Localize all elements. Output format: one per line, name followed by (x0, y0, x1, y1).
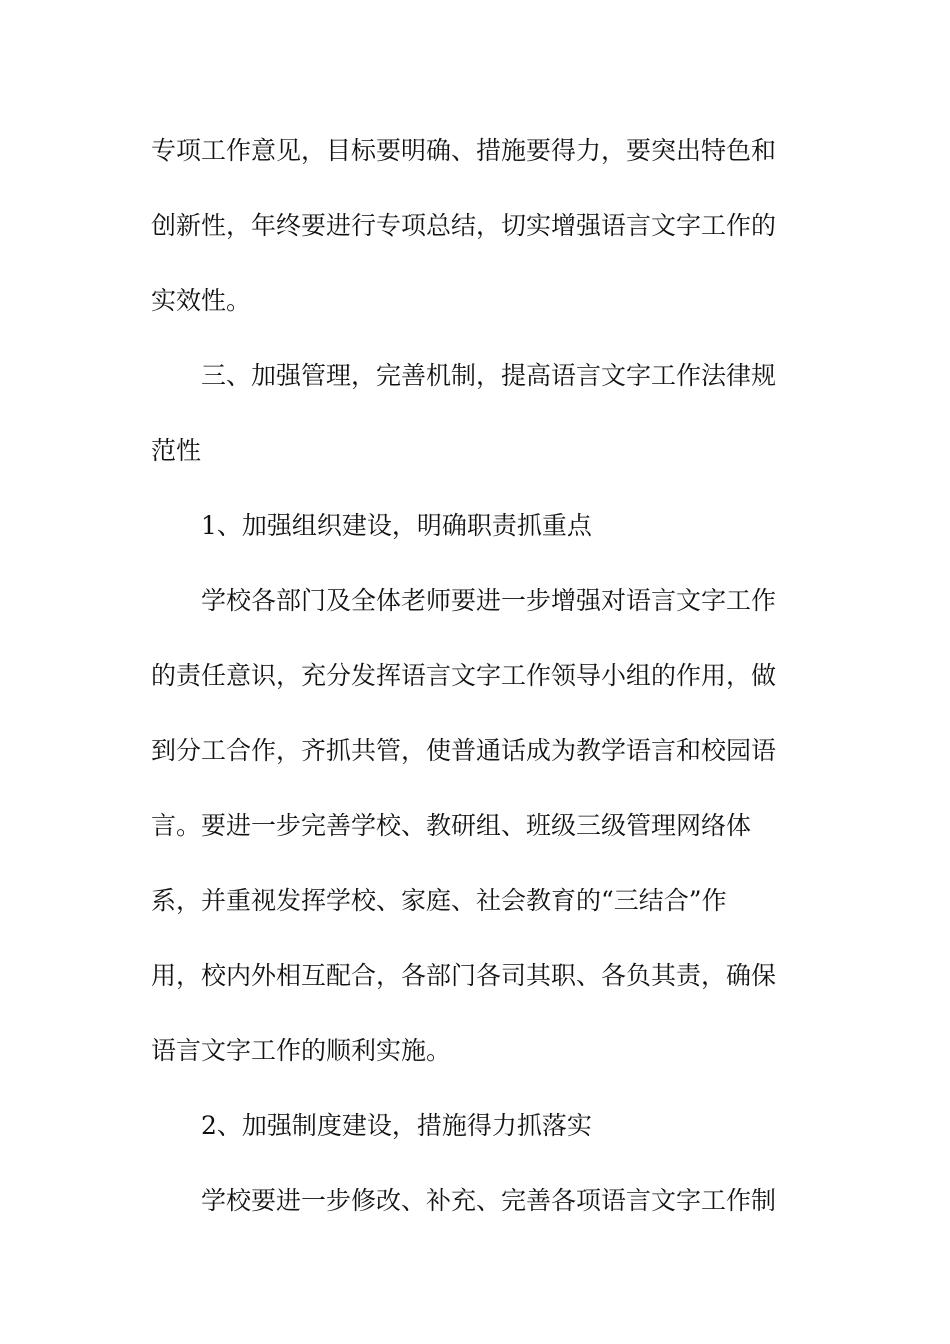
text-line: 系，并重视发挥学校、家庭、社会教育的“三结合”作 (151, 886, 727, 915)
text-line: 语言文字工作的顺利实施。 (151, 1036, 452, 1065)
subsection-heading: 1、加强组织建设，明确职责抓重点 (201, 511, 592, 540)
text-line: 用，校内外相互配合，各部门各司其职、各负其责，确保 (151, 961, 777, 990)
text-line: 专项工作意见，目标要明确、措施要得力，要突出特色和 (151, 136, 777, 165)
text-line: 到分工合作，齐抓共管，使普通话成为教学语言和校园语 (151, 736, 777, 765)
section-heading: 三、加强管理，完善机制，提高语言文字工作法律规 (201, 361, 777, 390)
text-line: 实效性。 (151, 286, 252, 315)
paragraph-start: 学校要进一步修改、补充、完善各项语言文字工作制 (201, 1186, 777, 1215)
section-heading-continuation: 范性 (151, 436, 202, 465)
subsection-heading: 2、加强制度建设，措施得力抓落实 (201, 1111, 592, 1140)
text-line: 的责任意识，充分发挥语言文字工作领导小组的作用，做 (151, 661, 777, 690)
paragraph-start: 学校各部门及全体老师要进一步增强对语言文字工作 (201, 586, 777, 615)
document-body (151, 113, 801, 1238)
text-line: 创新性，年终要进行专项总结，切实增强语言文字工作的 (151, 211, 777, 240)
text-line: 言。要进一步完善学校、教研组、班级三级管理网络体 (151, 811, 752, 840)
